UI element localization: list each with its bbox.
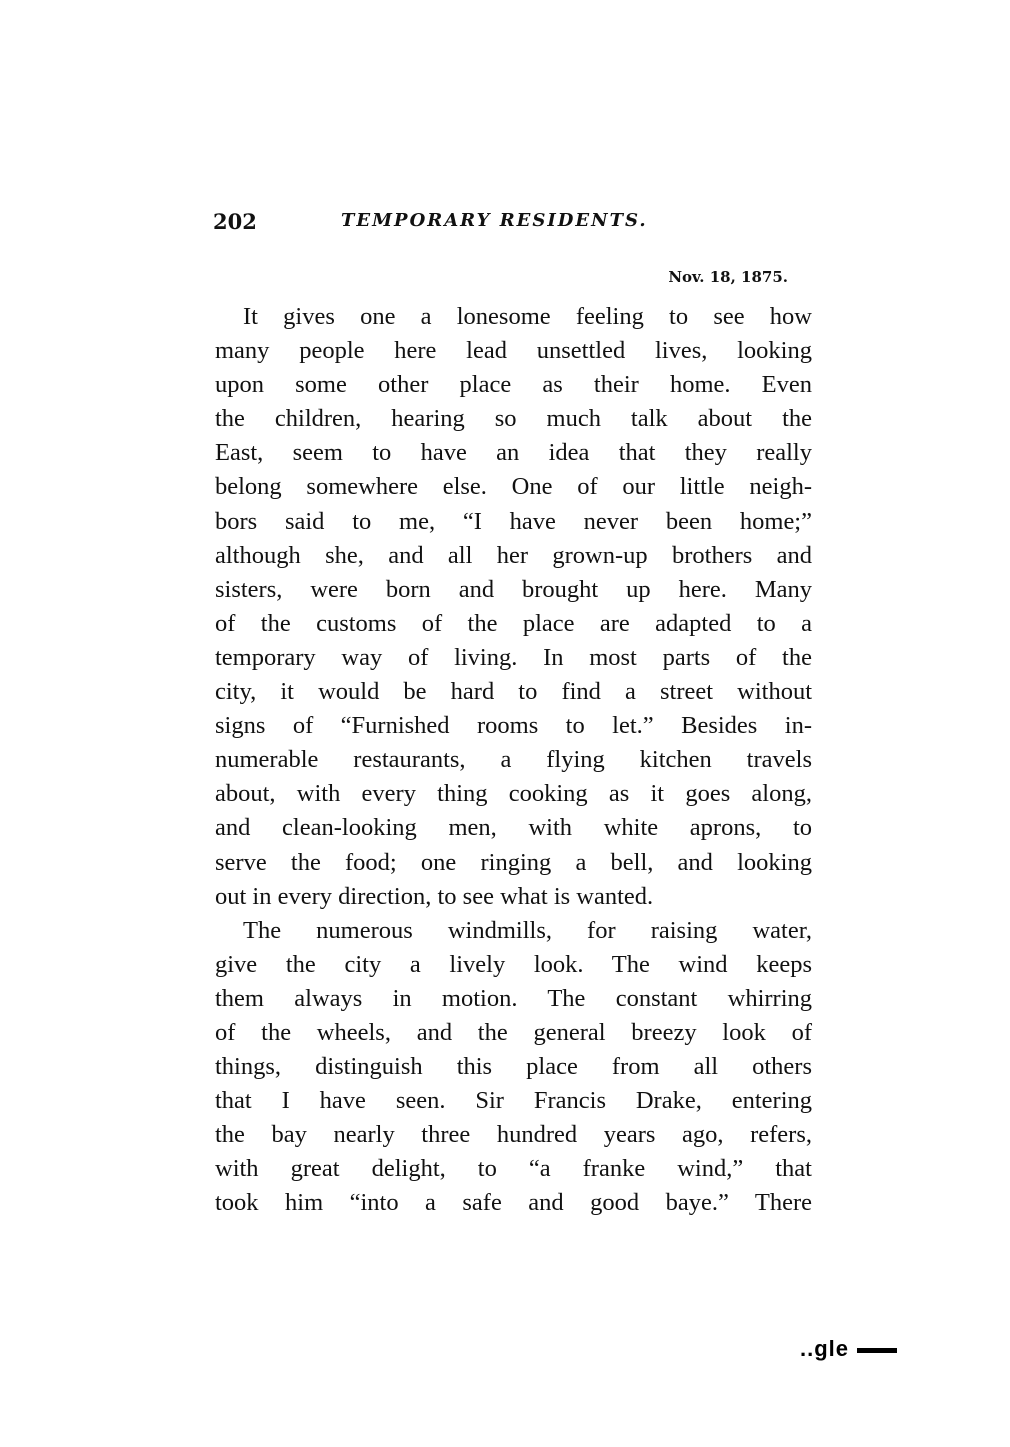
text-line: things, distinguish this place from all others [215,1053,812,1081]
text-line: that I have seen. Sir Francis Drake, entering [215,1087,812,1115]
text-line: The numerous windmills, for raising water, [243,916,812,944]
text-line: with great delight, to “a franke wind,” that [215,1155,812,1183]
text-line: temporary way of living. In most parts of the [215,643,812,671]
text-line: and clean-looking men, with white aprons, to [215,814,812,842]
text-line: sisters, were born and brought up here. Many [215,575,812,603]
watermark-text: ..gle [800,1336,850,1361]
watermark-bar [857,1348,897,1353]
watermark-fragment [800,1336,897,1362]
text-line: many people here lead unsettled lives, looking [215,337,812,365]
text-line: city, it would be hard to find a street without [215,678,812,706]
text-line: signs of “Furnished rooms to let.” Besides in- [215,712,812,740]
text-line: took him “into a safe and good baye.” There [215,1189,812,1217]
text-line: of the customs of the place are adapted to a [215,609,812,637]
text-line: give the city a lively look. The wind keeps [215,950,812,978]
text-line: the children, hearing so much talk about the [215,405,812,433]
text-line: East, seem to have an idea that they really [215,439,812,467]
running-title: TEMPORARY RESIDENTS. [341,210,648,231]
text-line: serve the food; one ringing a bell, and looking [215,848,812,876]
text-line: bors said to me, “I have never been home;” [215,507,812,535]
text-line: them always in motion. The constant whirring [215,984,812,1012]
text-line: although she, and all her grown-up brothers and [215,541,812,569]
text-line: the bay nearly three hundred years ago, refers, [215,1121,812,1149]
entry-date: Nov. 18, 1875. [668,268,788,286]
text-line: It gives one a lonesome feeling to see how [243,303,812,330]
body-text [215,300,812,1221]
text-line: upon some other place as their home. Even [215,371,812,399]
text-line: numerable restaurants, a flying kitchen travels [215,746,812,774]
text-line: about, with every thing cooking as it goes along, [215,780,812,808]
page-number: 202 [213,209,257,234]
text-line: out in every direction, to see what is wanted. [215,882,654,910]
text-line: belong somewhere else. One of our little neigh- [215,473,812,501]
text-line: of the wheels, and the general breezy look of [215,1018,812,1046]
